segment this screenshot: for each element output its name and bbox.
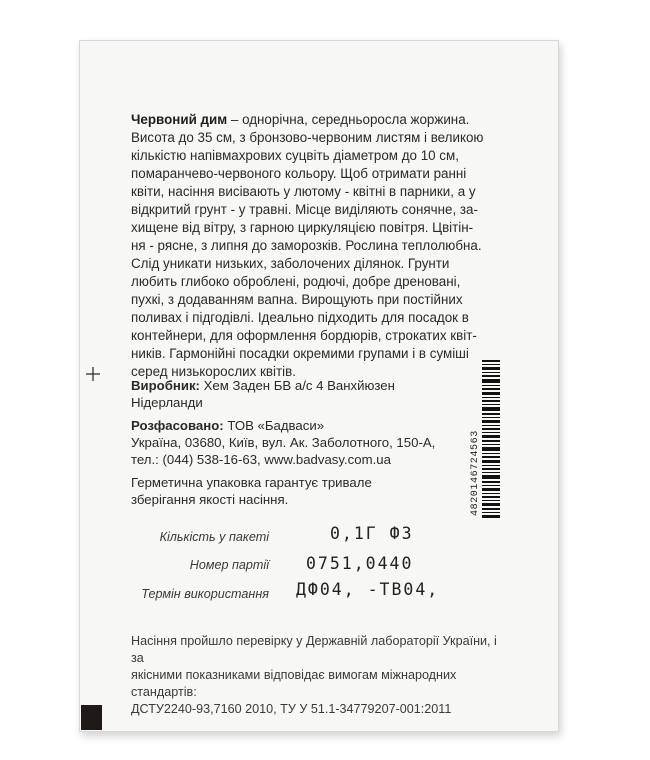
description-line: – однорічна, середньоросла жоржина. [227,112,470,127]
variety-title: Червоний дим [131,112,228,127]
description-line: серед низькорослих квітів. [131,364,296,379]
packaging-note [131,474,451,508]
expiry-label: Термін використання [141,587,269,601]
registration-mark-icon [86,367,100,381]
batch-value: 0751,0440 [306,554,414,573]
description-line: ня - рясне, з липня до заморозків. Рослина теплолюбна. [131,238,482,253]
producer-country: Нідерланди [131,395,203,410]
packer-label: Розфасовано: [131,418,224,433]
packer-text: ТОВ «Бадваси» [223,418,325,433]
description-line: відкритий грунт - у травні. Місце виділяють сонячне, за- [131,202,478,217]
batch-label: Номер партії [189,558,269,572]
quantity-label: Кількість у пакеті [159,530,269,544]
packaging-note-line: Герметична упаковка гарантує тривале [131,475,372,490]
description-line: поливах і підгодівлі. Ідеально підходить для посадок в [131,310,469,325]
certification-note [131,633,511,718]
producer-block [131,377,451,411]
description-line: кількістю напівмахрових суцвіть діаметром до 10 см, [131,148,459,163]
packaging-note-line: зберігання якості насіння. [131,492,289,507]
producer-label: Виробник: [131,378,200,393]
quantity-value: 0,1Г Ф3 [330,524,414,543]
producer-text: Хем Заден БВ а/с 4 Ванхйюзен [199,378,395,393]
description-line: Слід уникати низьких, заболочених ділянок. Грунти [131,256,450,271]
description-line: контейнери, для оформлення бордюрів, строкатих квіт- [131,328,477,343]
description-line: ників. Гармонійні посадки окремими групами і в суміші [131,346,469,361]
certification-line: Насіння пройшло перевірку у Державній лабораторії України, і за [131,634,497,665]
expiry-value: ДФ04, -ТВ04, [296,580,440,599]
description-line: пухкі, з додаванням вапна. Вирощують при постійних [131,292,463,307]
packer-contacts: тел.: (044) 538-16-63, www.badvasy.com.ua [131,452,391,467]
certification-line: якісними показниками відповідає вимогам міжнародних стандартів: [131,668,457,699]
description-block [131,111,499,381]
packer-address: Україна, 03680, Київ, вул. Ак. Заболотного, 150-А, [131,435,436,450]
barcode-digits: 4820146724563 [470,430,481,516]
description-line: квіти, насіння висівають у лютому - квітні в парники, а у [131,184,476,199]
description-line: помаранчево-червоного кольору. Щоб отримати ранні [131,166,467,181]
description-line: любить глибоко оброблені, родючі, добре дреновані, [131,274,461,289]
color-swatch [81,705,102,730]
certification-line: ДСТУ2240-93,7160 2010, ТУ У 51.1-34779207-001:2011 [131,702,452,716]
description-line: хищене від вітру, з гарною циркуляцією повітря. Цвітін- [131,220,474,235]
packer-block [131,417,451,468]
description-line: Висота до 35 см, з бронзово-червоним листям і великою [131,130,484,145]
